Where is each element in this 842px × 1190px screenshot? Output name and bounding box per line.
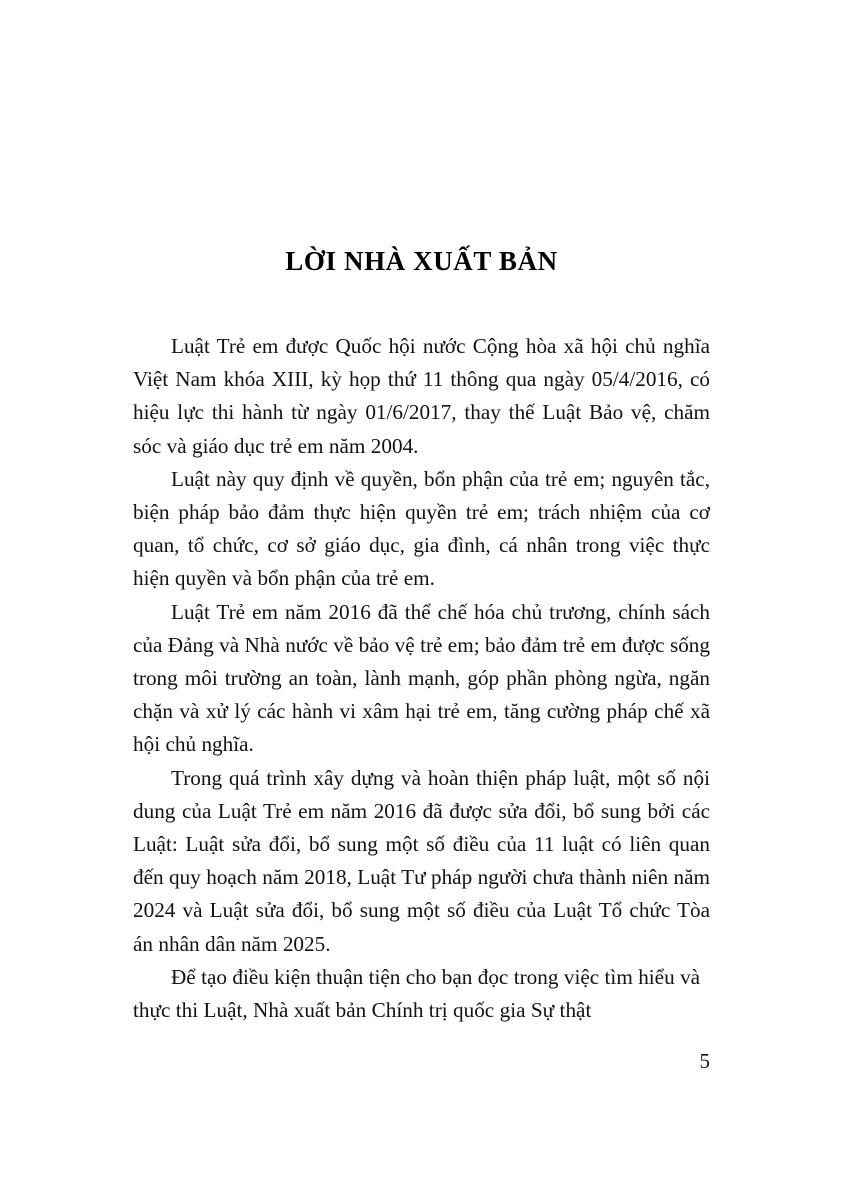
- paragraph: Trong quá trình xây dựng và hoàn thiện pháp luật, một số nội dung của Luật Trẻ em năm 2016 đã được sửa đổi, bổ sung bởi các Luật: Luật sửa đổi, bổ sung một số điều của 11 luật có liên quan đến quy hoạch năm 2018, Luật Tư pháp người chưa thành niên năm 2024 và Luật sửa đổi, bổ sung một số điều của Luật Tổ chức Tòa án nhân dân năm 2025.: [133, 765, 710, 956]
- paragraph: Luật này quy định về quyền, bổn phận của trẻ em; nguyên tắc, biện pháp bảo đảm thực hiện quyền trẻ em; trách nhiệm của cơ quan, tổ chức, cơ sở giáo dục, gia đình, cá nhân trong việc thực hiện quyền và bổn phận của trẻ em.: [133, 466, 710, 591]
- body-text-block: [133, 330, 710, 1027]
- paragraph: Để tạo điều kiện thuận tiện cho bạn đọc trong việc tìm hiểu và thực thi Luật, Nhà xuất bản Chính trị quốc gia Sự thật: [133, 964, 701, 1023]
- paragraph: Luật Trẻ em được Quốc hội nước Cộng hòa xã hội chủ nghĩa Việt Nam khóa XIII, kỳ họp thứ 11 thông qua ngày 05/4/2016, có hiệu lực thi hành từ ngày 01/6/2017, thay thế Luật Bảo vệ, chăm sóc và giáo dục trẻ em năm 2004.: [133, 334, 710, 458]
- paragraph: Luật Trẻ em năm 2016 đã thể chế hóa chủ trương, chính sách của Đảng và Nhà nước về bảo vệ trẻ em; bảo đảm trẻ em được sống trong môi trường an toàn, lành mạnh, góp phần phòng ngừa, ngăn chặn và xử lý các hành vi xâm hại trẻ em, tăng cường pháp chế xã hội chủ nghĩa.: [133, 599, 710, 757]
- page-title: LỜI NHÀ XUẤT BẢN: [285, 246, 558, 276]
- page-number: 5: [699, 1049, 710, 1073]
- page-content: [133, 0, 710, 1027]
